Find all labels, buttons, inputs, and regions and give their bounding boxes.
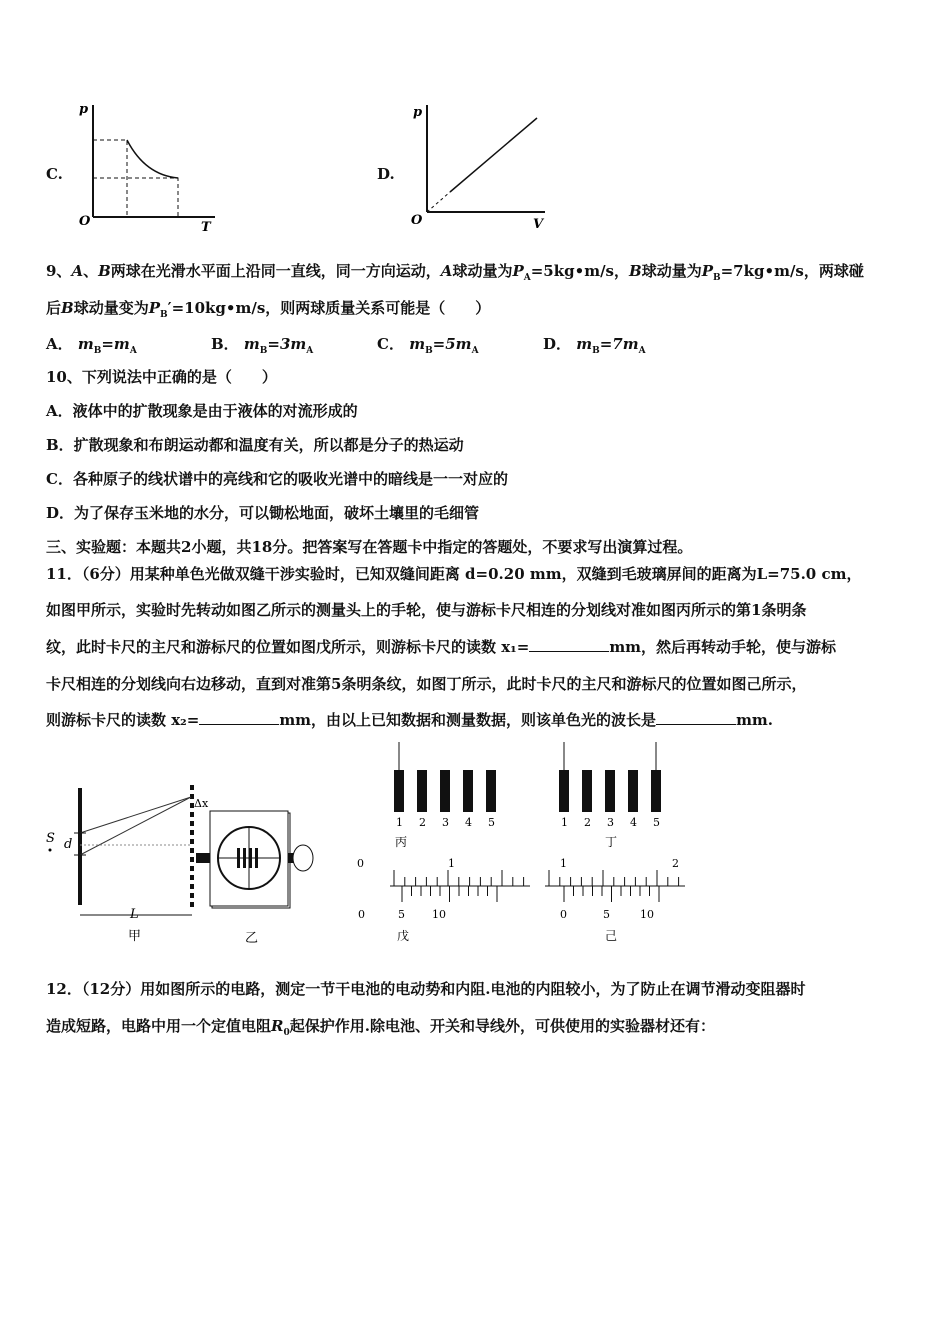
svg-text:5: 5 bbox=[398, 908, 405, 921]
graph-c-p-t bbox=[75, 95, 225, 235]
section-3-heading: 三、实验题：本题共2小题，共18分。把答案写在答题卡中指定的答题处，不要求写出演算过程。 bbox=[46, 538, 693, 556]
fringe-number: 1 bbox=[396, 816, 403, 829]
fringe-number: 4 bbox=[630, 816, 637, 829]
bright-fringe bbox=[559, 770, 569, 812]
answer-blank-wavelength[interactable] bbox=[656, 724, 736, 725]
origin-label: O bbox=[411, 213, 423, 228]
bright-fringe bbox=[440, 770, 450, 812]
q10-stem: 10、下列说法中正确的是（ ） bbox=[46, 368, 277, 386]
fringe-number: 3 bbox=[607, 816, 614, 829]
q9-option-d[interactable]: D． $m_B=7m_A$ bbox=[543, 335, 646, 356]
fringe-number: 1 bbox=[561, 816, 568, 829]
q10-option-a[interactable]: A．液体中的扩散现象是由于液体的对流形成的 bbox=[46, 402, 358, 420]
axis-label: p bbox=[413, 105, 423, 120]
q12-line2: 造成短路，电路中用一个定值电阻$R_0$起保护作用.除电池、开关和导线外，可供使用的实验器材还有： bbox=[46, 1017, 715, 1038]
axis-label: V bbox=[533, 217, 544, 232]
q9-option-c[interactable]: C． $m_B=5m_A$ bbox=[377, 335, 479, 356]
option-c-label: C. bbox=[46, 165, 63, 183]
experiment-figure bbox=[40, 740, 700, 950]
bright-fringe bbox=[605, 770, 615, 812]
svg-text:d: d bbox=[64, 837, 73, 852]
q11-line5: 则游标卡尺的读数 x₂= mm，由以上已知数据和测量数据，则该单色光的波长是 mm. bbox=[46, 711, 774, 729]
q11-line1: 11．（6分）用某种单色光做双缝干涉实验时，已知双缝间距离 d=0.20 mm，双缝到毛玻璃屏间的距离为L=75.0 cm， bbox=[46, 565, 862, 583]
origin-label: O bbox=[79, 214, 91, 229]
answer-blank-x1[interactable] bbox=[529, 651, 609, 652]
figure-ding-fringes bbox=[559, 742, 661, 829]
svg-text:丁: 丁 bbox=[605, 835, 618, 849]
q11-line2: 如图甲所示，实验时先转动如图乙所示的测量头上的手轮，使与游标卡尺相连的分划线对准如图丙所示的第1条明条 bbox=[46, 601, 807, 619]
figure-jia bbox=[46, 785, 209, 944]
q9-option-a[interactable]: A． $m_B=m_A$ bbox=[46, 335, 137, 356]
svg-text:戊: 戊 bbox=[397, 929, 410, 943]
answer-blank-x2[interactable] bbox=[199, 724, 279, 725]
svg-text:0: 0 bbox=[358, 908, 365, 921]
svg-text:S: S bbox=[46, 831, 55, 846]
axis-label: T bbox=[201, 220, 211, 235]
svg-text:10: 10 bbox=[640, 908, 654, 921]
option-d-label: D. bbox=[377, 165, 395, 183]
vernier-scale-wu bbox=[390, 870, 530, 902]
q10-option-c[interactable]: C．各种原子的线状谱中的亮线和它的吸收光谱中的暗线是一一对应的 bbox=[46, 470, 508, 488]
fringe-number: 5 bbox=[488, 816, 495, 829]
bright-fringe bbox=[463, 770, 473, 812]
fringe-number: 5 bbox=[653, 816, 660, 829]
svg-text:乙: 乙 bbox=[245, 931, 259, 946]
q9-line2: 后B球动量变为$P_B'=10kg•m/s$，则两球质量关系可能是（ ） bbox=[46, 299, 491, 320]
q12-line1: 12．（12分）用如图所示的电路，测定一节干电池的电动势和内阻.电池的内阻较小，为了防止在调节滑动变阻器时 bbox=[46, 980, 806, 998]
bright-fringe bbox=[486, 770, 496, 812]
graph-d-p-v bbox=[405, 100, 555, 230]
svg-text:0: 0 bbox=[357, 857, 364, 870]
svg-text:10: 10 bbox=[432, 908, 446, 921]
q9-line1: 9、A、B两球在光滑水平面上沿同一直线，同一方向运动，A球动量为$P_A=5kg•m/s$，B球动量为$P_B=7kg•m/s$，两球碰 bbox=[46, 262, 864, 283]
q11-line4: 卡尺相连的分划线向右边移动，直到对准第5条明条纹，如图丁所示，此时卡尺的主尺和游标尺的位置如图己所示， bbox=[46, 675, 807, 693]
svg-text:1: 1 bbox=[448, 857, 455, 870]
svg-text:己: 己 bbox=[605, 929, 618, 943]
bright-fringe bbox=[417, 770, 427, 812]
fringe-number: 4 bbox=[465, 816, 472, 829]
vernier-scale-ji bbox=[545, 870, 685, 902]
bright-fringe bbox=[394, 770, 404, 812]
figure-bing-fringes bbox=[394, 742, 496, 829]
bright-fringe bbox=[651, 770, 661, 812]
svg-text:L: L bbox=[130, 907, 139, 922]
svg-text:0: 0 bbox=[560, 908, 567, 921]
fringe-number: 2 bbox=[584, 816, 591, 829]
bright-fringe bbox=[582, 770, 592, 812]
fringe-number: 3 bbox=[442, 816, 449, 829]
svg-text:2: 2 bbox=[672, 857, 679, 870]
q10-option-b[interactable]: B．扩散现象和布朗运动都和温度有关，所以都是分子的热运动 bbox=[46, 436, 464, 454]
q11-line3: 纹，此时卡尺的主尺和游标尺的位置如图戊所示，则游标卡尺的读数 x₁= mm，然后再转动手轮，使与游标 bbox=[46, 638, 837, 656]
q9-option-b[interactable]: B． $m_B=3m_A$ bbox=[211, 335, 314, 356]
svg-text:丙: 丙 bbox=[395, 835, 408, 849]
svg-text:Δx: Δx bbox=[194, 797, 209, 810]
figure-yi bbox=[196, 811, 313, 946]
svg-text:甲: 甲 bbox=[128, 929, 142, 944]
svg-text:5: 5 bbox=[603, 908, 610, 921]
axis-label: p bbox=[79, 102, 89, 117]
bright-fringe bbox=[628, 770, 638, 812]
svg-text:1: 1 bbox=[560, 857, 567, 870]
fringe-number: 2 bbox=[419, 816, 426, 829]
q10-option-d[interactable]: D．为了保存玉米地的水分，可以锄松地面，破坏土壤里的毛细管 bbox=[46, 504, 480, 522]
